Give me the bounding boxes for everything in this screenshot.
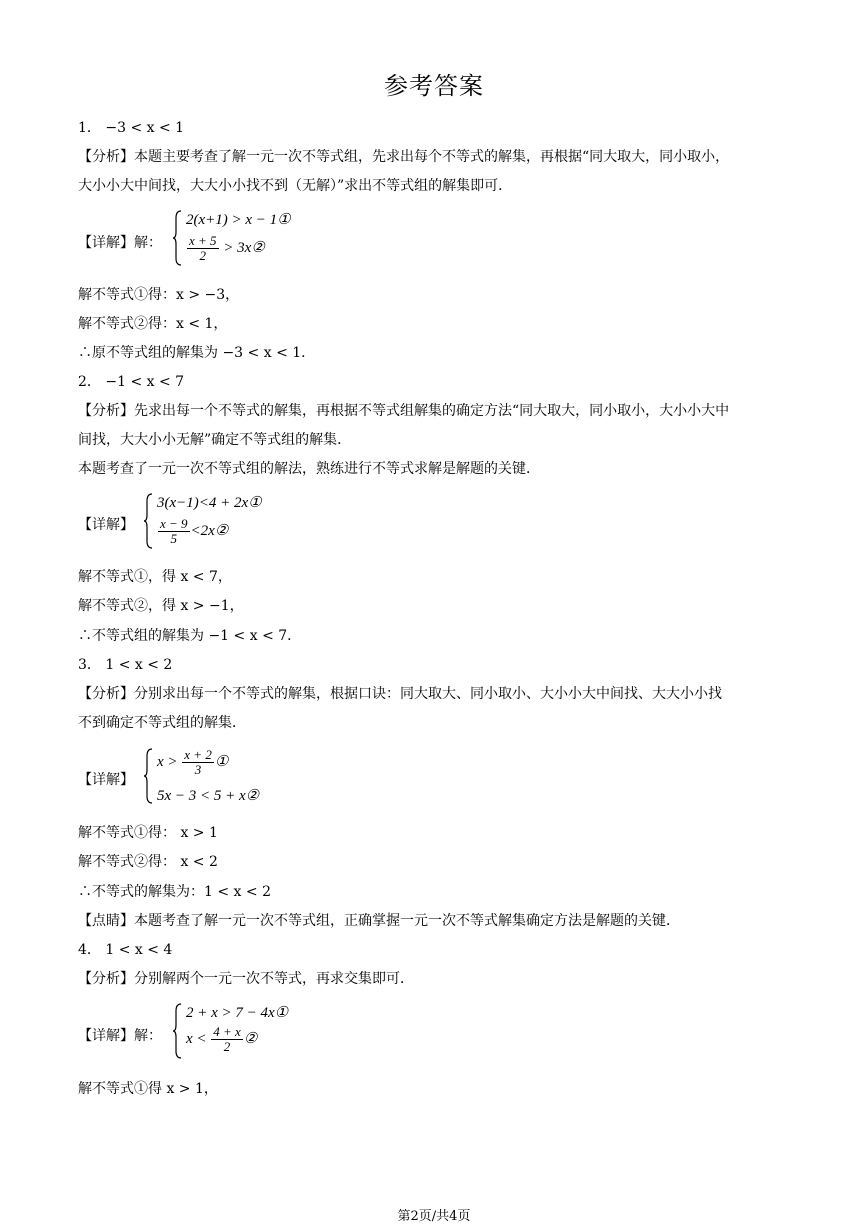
system-4-row-1: 2 + x > 7 − 4x① — [186, 1005, 289, 1021]
detail-label-1: 【详解】解： — [78, 235, 162, 251]
answer-3: 3． 1 < x < 2 — [78, 657, 173, 673]
solution-2-line-3: ∴不等式组的解集为 −1 < x < 7． — [78, 628, 302, 644]
solution-2-line-2: 解不等式②，得 x > −1， — [78, 598, 244, 614]
system-3-row-1: x > $\frac{x + 2}{3}$ ① — [157, 747, 229, 777]
system-2-row-1: 3(x−1)<4 + 2x① — [157, 495, 262, 511]
answer-2: 2． −1 < x < 7 — [78, 374, 185, 390]
solution-1-line-1: 解不等式①得：x > −3， — [78, 287, 240, 303]
analysis-1-line-2: 大小小大中间找，大大小小找不到（无解）”求出不等式组的解集即可． — [78, 178, 513, 194]
fraction: $\frac{4 + x}{2}$ — [213, 1024, 241, 1054]
page-footer: 第2页/共4页 — [397, 1209, 471, 1224]
page-title: 参考答案 — [384, 72, 484, 100]
analysis-3-line-1: 【分析】分别求出每一个不等式的解集，根据口诀：同大取大、同小取小、大小小大中间找、大大小小找 — [78, 686, 722, 702]
system-1-row-2: $\frac{x + 5}{2}$ > 3x② — [189, 233, 265, 263]
analysis-2-line-1: 【分析】先求出每一个不等式的解集，再根据不等式组解集的确定方法“同大取大，同小取小，大小小大中 — [78, 403, 730, 419]
system-1-row-1: 2(x+1) > x − 1① — [186, 212, 291, 228]
fraction: $\frac{x + 5}{2}$ — [189, 233, 217, 263]
analysis-4-line-1: 【分析】分别解两个一元一次不等式，再求交集即可． — [78, 971, 414, 987]
brace-icon — [143, 493, 153, 549]
analysis-1-line-1: 【分析】本题主要考查了解一元一次不等式组，先求出每个不等式的解集，再根据“同大取大，同小取小， — [78, 149, 730, 165]
system-3-row-2: 5x − 3 < 5 + x② — [157, 788, 260, 804]
answer-1: 1． −3 < x < 1 — [78, 120, 185, 136]
answer-4: 4． 1 < x < 4 — [78, 942, 173, 958]
system-4-row-2: x < $\frac{4 + x}{2}$ ② — [186, 1024, 258, 1054]
analysis-2-line-3: 本题考查了一元一次不等式组的解法，熟练进行不等式求解是解题的关键． — [78, 461, 540, 477]
fraction: $\frac{x - 9}{5}$ — [160, 516, 188, 546]
analysis-3-line-2: 不到确定不等式组的解集． — [78, 715, 246, 731]
brace-icon — [172, 1003, 182, 1059]
fraction: $\frac{x + 2}{3}$ — [184, 747, 212, 777]
solution-4-line-1: 解不等式①得 x > 1， — [78, 1081, 218, 1097]
solution-2-line-1: 解不等式①，得 x < 7， — [78, 569, 232, 585]
solution-3-line-3: ∴不等式的解集为：1 < x < 2 — [78, 884, 271, 900]
solution-1-line-2: 解不等式②得：x < 1， — [78, 316, 228, 332]
brace-icon — [143, 748, 153, 804]
solution-3-line-1: 解不等式①得： x > 1 — [78, 825, 218, 841]
system-2-row-2: $\frac{x - 9}{5}$ <2x② — [160, 516, 229, 546]
brace-icon — [172, 210, 182, 266]
solution-3-line-2: 解不等式②得： x < 2 — [78, 854, 218, 870]
analysis-2-line-2: 间找，大大小小无解”确定不等式组的解集． — [78, 432, 352, 448]
comment-3: 【点睛】本题考查了解一元一次不等式组，正确掌握一元一次不等式解集确定方法是解题的关键． — [78, 913, 680, 929]
detail-label-4: 【详解】解： — [78, 1028, 162, 1044]
solution-1-line-3: ∴原不等式组的解集为 −3 < x < 1． — [78, 345, 316, 361]
detail-label-2: 【详解】 — [78, 517, 134, 533]
detail-label-3: 【详解】 — [78, 772, 134, 788]
